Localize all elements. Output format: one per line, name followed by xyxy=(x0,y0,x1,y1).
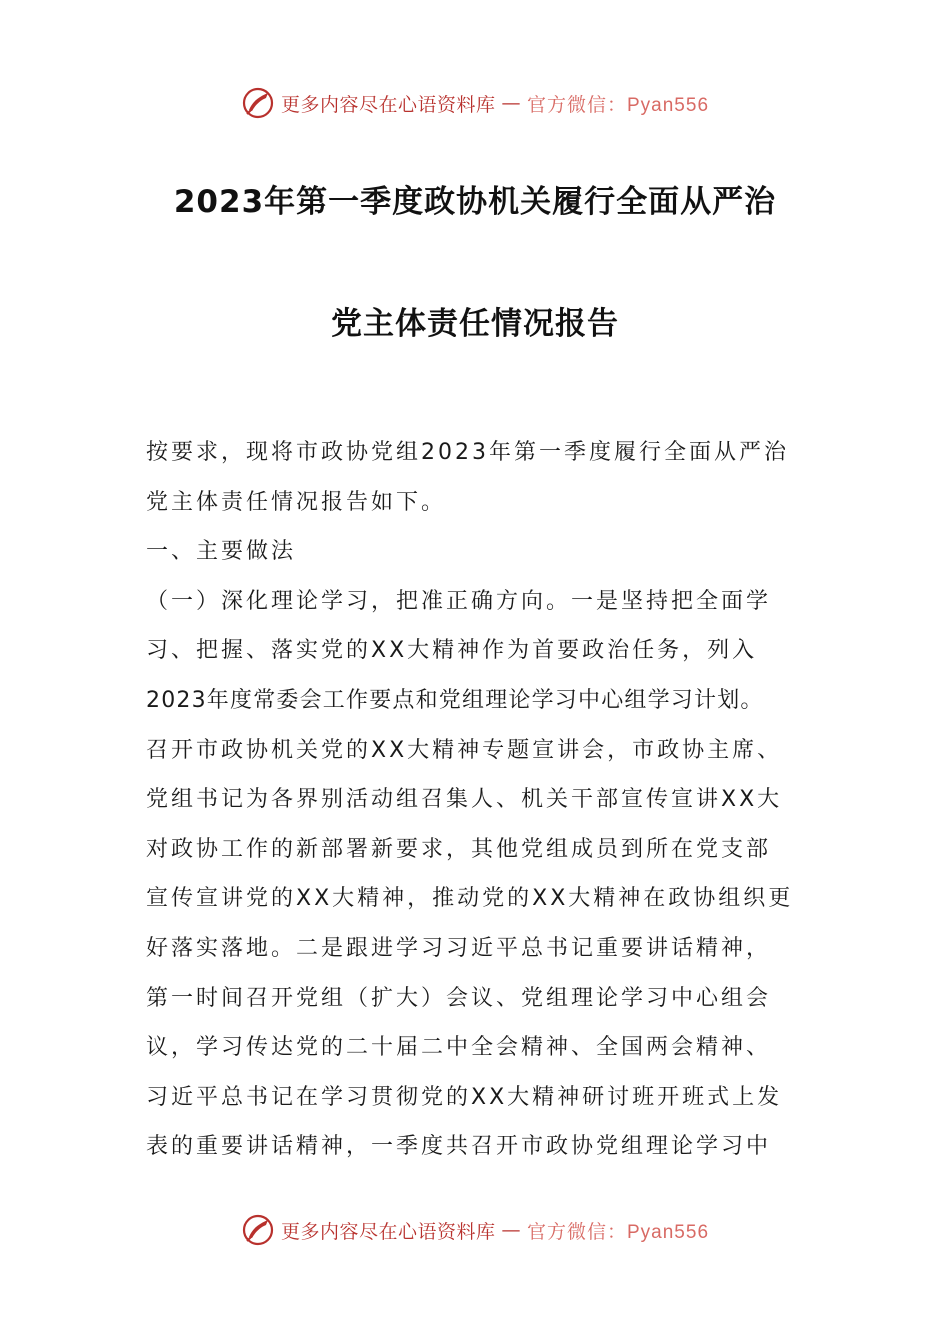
body-line: 议，学习传达党的二十届二中全会精神、全国两会精神、 xyxy=(146,1035,772,1061)
watermark-banner-bottom xyxy=(0,1210,950,1250)
body-line: （一）深化理论学习，把准正确方向。一是坚持把全面学 xyxy=(146,588,772,614)
watermark-text: 更多内容尽在心语资料库 xyxy=(280,93,496,116)
body-line: 习、把握、落实党的XX大精神作为首要政治任务，列入 xyxy=(146,638,758,664)
body-line: 第一时间召开党组（扩大）会议、党组理论学习中心组会 xyxy=(146,985,772,1011)
watermark-separator: — xyxy=(501,92,521,114)
body-line: 2023年度常委会工作要点和党组理论学习中心组学习计划。 xyxy=(146,687,764,713)
section-heading: 一、主要做法 xyxy=(146,539,297,565)
watermark-separator: — xyxy=(501,1219,521,1241)
body-line: 好落实落地。二是跟进学习习近平总书记重要讲话精神， xyxy=(146,935,772,961)
body-line: 党主体责任情况报告如下。 xyxy=(146,489,447,515)
body-line: 习近平总书记在学习贯彻党的XX大精神研讨班开班式上发 xyxy=(146,1084,783,1110)
body-line: 宣传宣讲党的XX大精神，推动党的XX大精神在政协组织更 xyxy=(146,886,794,912)
body-line: 召开市政协机关党的XX大精神专题宣讲会，市政协主席、 xyxy=(146,737,783,763)
pen-logo-icon xyxy=(241,86,275,120)
watermark-contact: 官方微信：Pyan556 xyxy=(527,94,710,116)
watermark-contact: 官方微信：Pyan556 xyxy=(527,1221,710,1243)
body-line: 对政协工作的新部署新要求，其他党组成员到所在党支部 xyxy=(146,836,772,862)
pen-logo-icon xyxy=(241,1213,275,1247)
document-body xyxy=(146,428,806,1172)
watermark-banner-top xyxy=(0,83,950,123)
body-line: 党组书记为各界别活动组召集人、机关干部宣传宣讲XX大 xyxy=(146,787,783,813)
document-title-line-2: 党主体责任情况报告 xyxy=(331,306,619,342)
body-line: 表的重要讲话精神，一季度共召开市政协党组理论学习中 xyxy=(146,1134,772,1160)
document-title-line-1: 2023年第一季度政协机关履行全面从严治 xyxy=(173,184,777,220)
body-line: 按要求，现将市政协党组2023年第一季度履行全面从严治 xyxy=(146,440,789,465)
watermark-text: 更多内容尽在心语资料库 xyxy=(280,1220,496,1243)
